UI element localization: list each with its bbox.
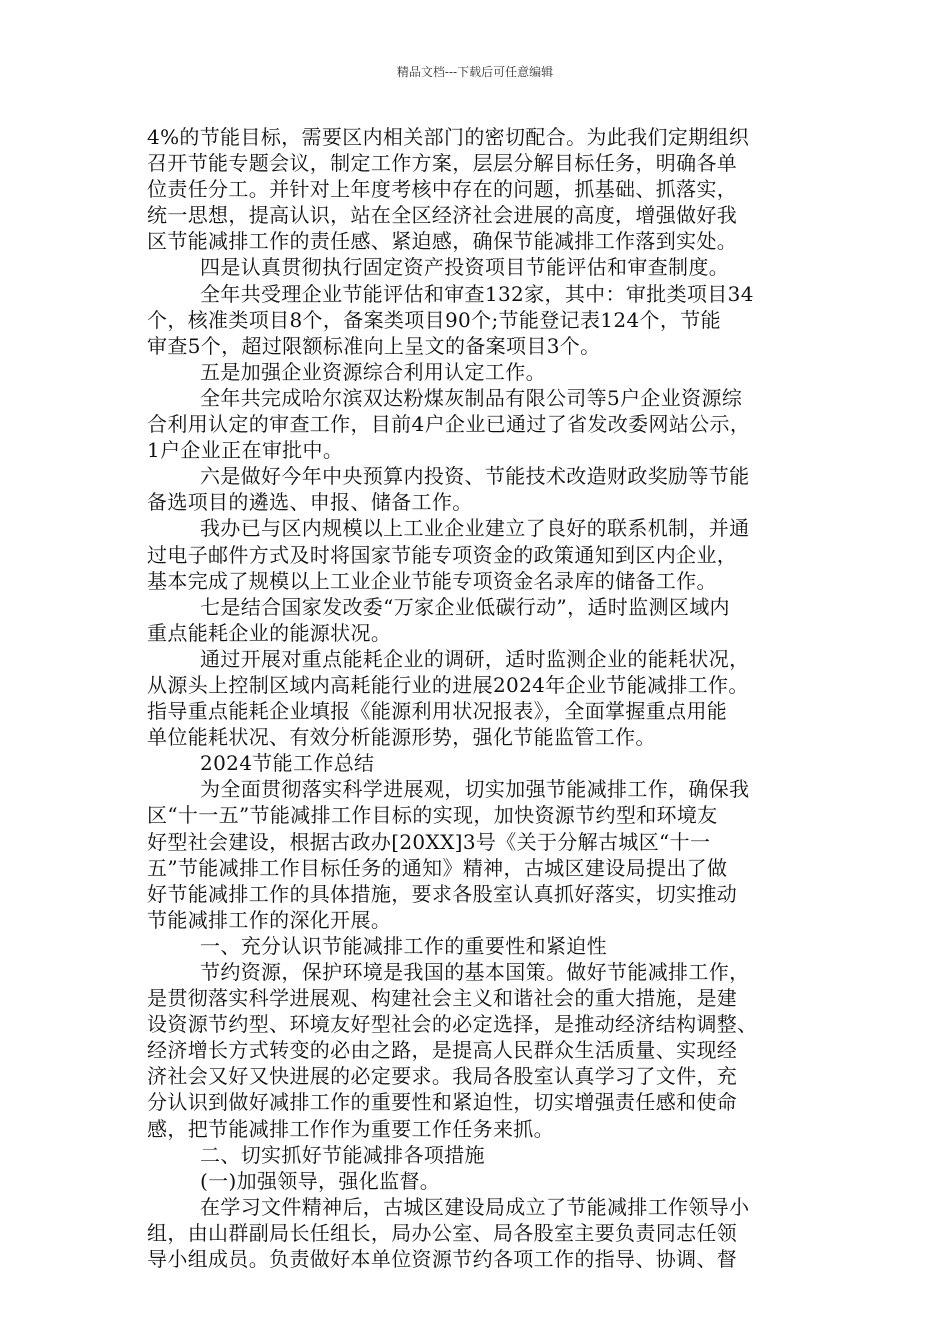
paragraph-first-line: 节约资源，保护环境是我国的基本国策。做好节能减排工作， <box>200 960 750 984</box>
text-line: 感，把节能减排工作作为重要工作任务来抓。 <box>147 1116 554 1141</box>
text-line: 指导重点能耗企业填报《能源利用状况报表》，全面掌握重点用能 <box>147 699 728 724</box>
text-line: 单位能耗状况、有效分析能源形势，强化节能监管工作。 <box>147 725 656 750</box>
text-line: 设资源节约型、环境友好型社会的必定选择，是推动经济结构调整、 <box>147 1012 758 1037</box>
paragraph-first-line: 五是加强企业资源综合利用认定工作。 <box>200 359 546 384</box>
paragraph-first-line: 全年共完成哈尔滨双达粉煤灰制品有限公司等5户企业资源综 <box>200 385 743 410</box>
text-line: 节能减排工作的深化开展。 <box>147 907 392 932</box>
paragraph-first-line: 全年共受理企业节能评估和审查132家，其中：审批类项目34 <box>200 281 754 306</box>
paragraph-first-line: 为全面贯彻落实科学进展观，切实加强节能减排工作，确保我 <box>200 777 750 802</box>
text-line: 从源头上控制区域内高耗能行业的进展2024年企业节能减排工作。 <box>147 672 749 697</box>
paragraph-first-line: 在学习文件精神后，古城区建设局成立了节能减排工作领导小 <box>200 1194 750 1219</box>
text-line: 组，由山群副局长任组长，局办公室、局各股室主要负责同志任领 <box>147 1220 738 1245</box>
text-line: 统一思想，提高认识，站在全区经济社会进展的高度，增强做好我 <box>147 203 738 228</box>
text-line: 区节能减排工作的责任感、紧迫感，确保节能减排工作落到实处。 <box>147 229 738 254</box>
document-body <box>147 124 807 1272</box>
text-line: 经济增长方式转变的必由之路，是提高人民群众生活质量、实现经 <box>147 1038 738 1063</box>
paragraph-first-line: 一、充分认识节能减排工作的重要性和紧迫性 <box>200 933 607 958</box>
paragraph-first-line: 我办已与区内规模以上工业企业建立了良好的联系机制，并通 <box>200 516 750 541</box>
text-line: 4%的节能目标，需要区内相关部门的密切配合。为此我们定期组织 <box>147 125 750 149</box>
text-line: 1户企业正在审批中。 <box>147 438 344 463</box>
text-line: 分认识到做好减排工作的重要性和紧迫性，切实增强责任感和使命 <box>147 1090 738 1115</box>
text-line: 是贯彻落实科学进展观、构建社会主义和谐社会的重大措施，是建 <box>147 986 738 1011</box>
text-line: 审查5个，超过限额标准向上呈文的备案项目3个。 <box>147 333 601 358</box>
paragraph-first-line: 二、切实抓好节能减排各项措施 <box>200 1142 485 1167</box>
text-line: 导小组成员。负责做好本单位资源节约各项工作的指导、协调、督 <box>147 1247 738 1272</box>
text-line: 过电子邮件方式及时将国家节能专项资金的政策通知到区内企业， <box>147 542 738 567</box>
paragraph-first-line: 通过开展对重点能耗企业的调研，适时监测企业的能耗状况， <box>200 646 750 671</box>
paragraph-first-line: 四是认真贯彻执行固定资产投资项目节能评估和审查制度。 <box>200 255 730 280</box>
text-line: 基本完成了规模以上工业企业节能专项资金名录库的储备工作。 <box>147 568 717 593</box>
text-line: 区“十一五”节能减排工作目标的实现，加快资源节约型和环境友 <box>147 803 718 828</box>
text-line: 召开节能专题会议，制定工作方案，层层分解目标任务，明确各单 <box>147 151 738 176</box>
text-line: 重点能耗企业的能源状况。 <box>147 620 392 645</box>
text-line: 位责任分工。并针对上年度考核中存在的问题，抓基础、抓落实， <box>147 177 738 202</box>
text-line: 合利用认定的审查工作，目前4户企业已通过了省发改委网站公示， <box>147 412 751 437</box>
text-line: 好型社会建设，根据古政办[20XX]3号《关于分解古城区“十一 <box>147 829 711 854</box>
text-line: 好节能减排工作的具体措施，要求各股室认真抓好落实，切实推动 <box>147 881 738 906</box>
text-line: 备选项目的遴选、申报、储备工作。 <box>147 490 473 515</box>
text-line: 个，核准类项目8个，备案类项目90个;节能登记表124个，节能 <box>147 307 721 332</box>
paragraph-first-line: 2024节能工作总结 <box>200 751 375 776</box>
text-line: 济社会又好又快进展的必定要求。我局各股室认真学习了文件，充 <box>147 1064 738 1089</box>
text-line: 五”节能减排工作目标任务的通知》精神，古城区建设局提出了做 <box>147 855 728 880</box>
paragraph-first-line: (一)加强领导，强化监督。 <box>200 1168 441 1193</box>
paragraph-first-line: 六是做好今年中央预算内投资、节能技术改造财政奖励等节能 <box>200 464 750 489</box>
paragraph-first-line: 七是结合国家发改委“万家企业低碳行动”，适时监测区域内 <box>200 594 730 619</box>
page-header: 精品文档---下载后可任意编辑 <box>396 65 554 79</box>
